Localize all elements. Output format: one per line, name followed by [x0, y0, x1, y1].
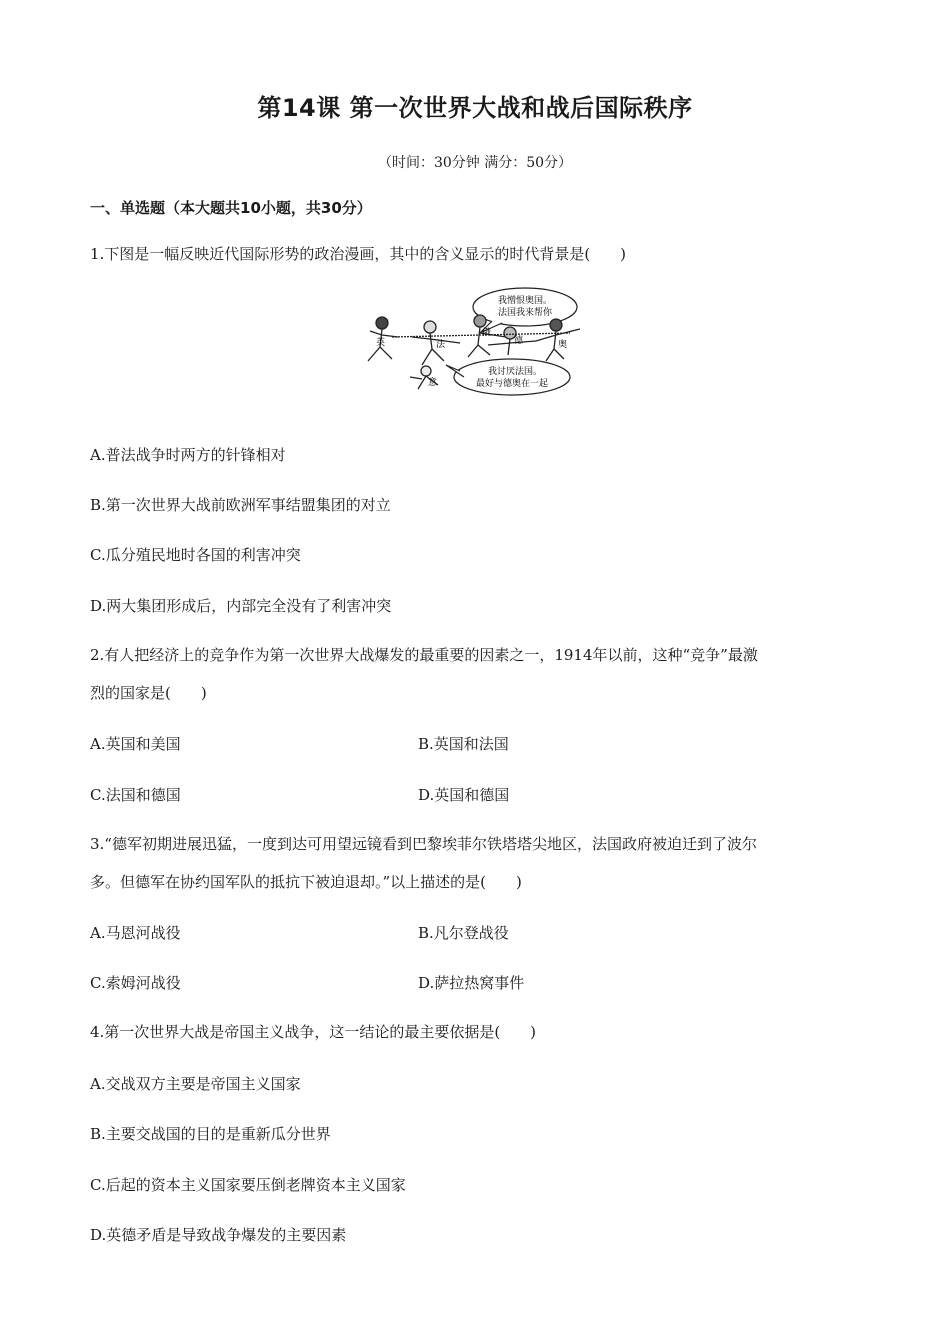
speech-bubble-top-line1: 我憎恨奥国。 — [497, 296, 553, 306]
q4-option-c[interactable]: C.后起的资本主义国家要压倒老牌资本主义国家 — [90, 1176, 406, 1194]
speech-bubble-bottom-line1: 我讨厌法国。 — [487, 367, 543, 377]
exam-info: （时间：30分钟 满分：50分） — [377, 155, 573, 171]
question-4-stem: 4.第一次世界大战是帝国主义战争，这一结论的最主要依据是( ) — [90, 1023, 537, 1041]
q3-option-c[interactable]: C.索姆河战役 — [90, 974, 181, 992]
label-italy: 意 — [428, 378, 438, 388]
q3-option-b[interactable]: B.凡尔登战役 — [418, 924, 509, 942]
label-britain: 英 — [376, 338, 386, 348]
question-3-stem-line1: 3.“德军初期进展迅猛，一度到达可用望远镜看到巴黎埃菲尔铁塔塔尖地区，法国政府被迫迁到了波尔 — [90, 835, 757, 853]
speech-bubble-bottom-line2: 最好与德奥在一起 — [475, 379, 549, 389]
label-germany: 德 — [514, 336, 524, 346]
question-2-stem-line1: 2.有人把经济上的竞争作为第一次世界大战爆发的最重要的因素之一，1914年以前，这种“竞争”最激 — [90, 646, 758, 664]
q2-option-a[interactable]: A.英国和美国 — [90, 735, 181, 753]
section-heading: 一、单选题（本大题共10小题，共30分） — [90, 199, 372, 217]
q1-option-b[interactable]: B.第一次世界大战前欧洲军事结盟集团的对立 — [90, 496, 391, 514]
q4-option-a[interactable]: A.交战双方主要是帝国主义国家 — [90, 1075, 301, 1093]
question-2-stem-line2: 烈的国家是( ) — [90, 684, 207, 702]
q3-option-d[interactable]: D.萨拉热窝事件 — [418, 974, 525, 992]
question-3-stem-line2: 多。但德军在协约国军队的抵抗下被迫退却。”以上描述的是( ) — [90, 873, 522, 891]
q4-option-b[interactable]: B.主要交战国的目的是重新瓜分世界 — [90, 1125, 331, 1143]
q1-option-d[interactable]: D.两大集团形成后，内部完全没有了利害冲突 — [90, 597, 392, 615]
label-russia: 俄 — [482, 328, 492, 338]
question-1-stem: 1.下图是一幅反映近代国际形势的政治漫画，其中的含义显示的时代背景是( ) — [90, 245, 627, 263]
q2-option-b[interactable]: B.英国和法国 — [418, 735, 509, 753]
q4-option-d[interactable]: D.英德矛盾是导致战争爆发的主要因素 — [90, 1226, 347, 1244]
q1-option-c[interactable]: C.瓜分殖民地时各国的利害冲突 — [90, 546, 301, 564]
label-austria: 奥 — [558, 340, 568, 350]
label-france: 法 — [436, 340, 446, 350]
speech-bubble-top — [473, 288, 577, 326]
q2-option-c[interactable]: C.法国和德国 — [90, 786, 181, 804]
speech-bubble-top-line2: 法国我来帮你 — [497, 308, 553, 318]
q1-option-a[interactable]: A.普法战争时两方的针锋相对 — [90, 446, 286, 464]
q3-option-a[interactable]: A.马恩河战役 — [90, 924, 181, 942]
political-cartoon — [360, 285, 590, 400]
page-title: 第14课 第一次世界大战和战后国际秩序 — [257, 94, 693, 122]
speech-bubble-bottom — [454, 359, 570, 395]
q2-option-d[interactable]: D.英国和德国 — [418, 786, 510, 804]
